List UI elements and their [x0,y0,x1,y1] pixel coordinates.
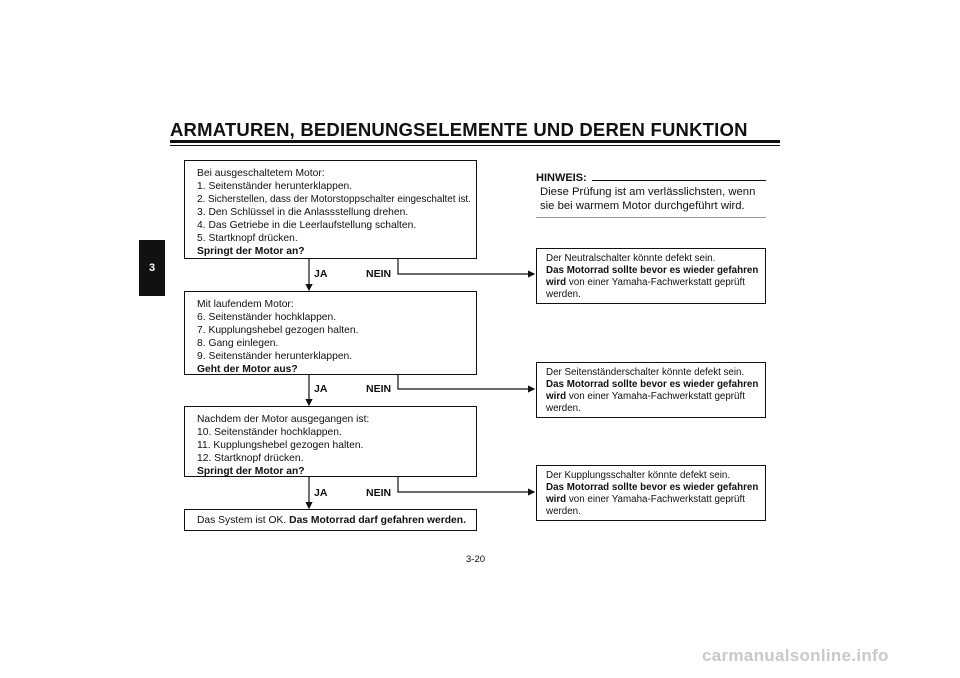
fault-rest: von einer Yamaha-Fachwerkstatt geprüft [568,494,745,505]
result-strong: Das Motorrad darf gefahren werden. [289,515,466,526]
fault-line: Der Kupplungsschalter könnte defekt sein. [546,470,731,481]
step1-line: 2. Sicherstellen, dass der Motorstoppschalter eingeschaltet ist. [197,194,471,205]
fault-strong-word: wird [546,494,567,505]
fault-rest: von einer Yamaha-Fachwerkstatt geprüft [568,391,745,402]
step2-line: Mit laufendem Motor: [197,299,294,310]
fault-last: werden. [546,403,581,414]
fault-last: werden. [546,506,581,517]
step1-line: 3. Den Schlüssel in die Anlassstellung drehen. [197,207,409,218]
no-arrow-3 [398,477,534,492]
step3-line: 12. Startknopf drücken. [197,453,304,464]
fault-line: Der Seitenständerschalter könnte defekt sein. [546,367,745,378]
step1-line: 5. Startknopf drücken. [197,233,298,244]
step3-line: Nachdem der Motor ausgegangen ist: [197,414,370,425]
no-label-3: NEIN [366,487,392,499]
fault-rest: von einer Yamaha-Fachwerkstatt geprüft [568,277,745,288]
note-line: sie bei warmem Motor durchgeführt wird. [540,200,745,212]
watermark: carmanualsonline.info [702,646,889,665]
step2-line: 6. Seitenständer hochklappen. [197,312,337,323]
note-title: HINWEIS: [536,172,587,184]
no-label-1: NEIN [366,268,392,280]
step3-line: 10. Seitenständer hochklappen. [197,427,342,438]
step1-line: Bei ausgeschaltetem Motor: [197,168,325,179]
page-number: 3-20 [466,554,486,565]
step1-line: 1. Seitenständer herunterklappen. [197,181,353,192]
step2-line: 9. Seitenständer herunterklappen. [197,351,353,362]
chapter-tab: 3 [139,240,165,296]
step3-question: Springt der Motor an? [197,466,305,477]
fault-box-neutral [536,248,766,304]
fault-strong-word: wird [546,277,567,288]
no-arrow-2 [398,375,534,389]
fault-box-clutch [536,465,766,521]
fault-strong: Das Motorrad sollte bevor es wieder gefahren [546,265,759,276]
note-rule-bottom [536,217,766,218]
yes-label-3: JA [314,487,328,499]
fault-box-sidestand [536,362,766,418]
fault-strong-word: wird [546,391,567,402]
step1-question: Springt der Motor an? [197,246,305,257]
page-title: ARMATUREN, BEDIENUNGSELEMENTE UND DEREN FUNKTION [170,119,748,140]
note-text [540,185,770,213]
step2-box [184,291,477,375]
fault-strong: Das Motorrad sollte bevor es wieder gefahren [546,379,759,390]
step2-question: Geht der Motor aus? [197,364,298,375]
step1-box [184,160,477,259]
step2-line: 7. Kupplungshebel gezogen halten. [197,325,359,336]
fault-strong: Das Motorrad sollte bevor es wieder gefahren [546,482,759,493]
yes-label-1: JA [314,268,328,280]
note-rule-top [592,180,766,181]
no-label-2: NEIN [366,383,392,395]
fault-line: Der Neutralschalter könnte defekt sein. [546,253,716,264]
fault-last: werden. [546,289,581,300]
no-arrow-1 [398,259,534,274]
result-text: Das System ist OK. [197,515,287,526]
result-box [184,509,477,531]
yes-label-2: JA [314,383,328,395]
step3-line: 11. Kupplungshebel gezogen halten. [197,440,364,451]
step1-line: 4. Das Getriebe in die Leerlaufstellung schalten. [197,220,417,231]
step3-box [184,406,477,477]
note-line: Diese Prüfung ist am verlässlichsten, wenn [540,186,756,198]
step2-line: 8. Gang einlegen. [197,338,279,349]
